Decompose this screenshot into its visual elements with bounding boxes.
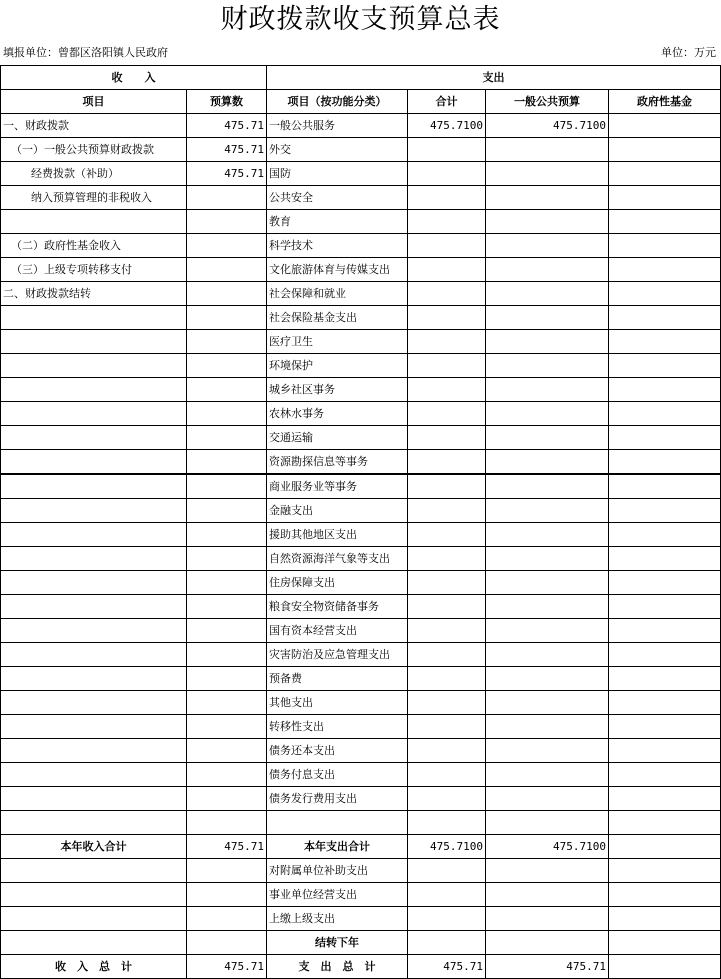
table-row — [1, 835, 721, 859]
income-budget-value — [187, 595, 267, 619]
income-item-label — [1, 378, 187, 402]
income-budget-value — [187, 763, 267, 787]
expense-total-value — [408, 595, 486, 619]
expense-general-value — [486, 787, 609, 811]
income-item-label — [1, 739, 187, 763]
currency-unit: 单位：万元 — [661, 46, 716, 59]
expense-grand-general-value: 475.71 — [486, 955, 609, 979]
expense-total-value — [408, 667, 486, 691]
expense-fund-value — [609, 330, 721, 354]
expense-fund-value — [609, 571, 721, 595]
expense-total-value — [408, 523, 486, 547]
expense-general-value — [486, 739, 609, 763]
expense-general-value — [486, 354, 609, 378]
expense-general-value — [486, 402, 609, 426]
income-item-label — [1, 474, 187, 499]
income-item-label: （三）上级专项转移支付 — [1, 258, 187, 282]
expense-item-label: 交通运输 — [267, 426, 408, 450]
table-row — [1, 258, 721, 282]
income-item-label — [1, 643, 187, 667]
table-row — [1, 883, 721, 907]
income-budget-value — [187, 787, 267, 811]
table-body — [1, 114, 721, 931]
expense-item-label: 对附属单位补助支出 — [267, 859, 408, 883]
table-row — [1, 474, 721, 499]
income-budget-value — [187, 450, 267, 475]
carry-over-label: 结转下年 — [267, 931, 408, 955]
income-budget-value — [187, 474, 267, 499]
expense-general-value — [486, 499, 609, 523]
income-budget-value — [187, 354, 267, 378]
table-row — [1, 402, 721, 426]
expense-item-label: 粮食安全物资储备事务 — [267, 595, 408, 619]
table-row — [1, 114, 721, 138]
expense-item-label: 国有资本经营支出 — [267, 619, 408, 643]
expense-fund-value — [609, 763, 721, 787]
expense-total-value — [408, 691, 486, 715]
expense-item-label: 国防 — [267, 162, 408, 186]
table-row — [1, 499, 721, 523]
income-item-label — [1, 499, 187, 523]
table-row — [1, 282, 721, 306]
income-item-label — [1, 571, 187, 595]
income-item-label — [1, 763, 187, 787]
reporting-unit: 填报单位：曾都区洛阳镇人民政府 — [3, 46, 168, 59]
income-budget-value — [187, 378, 267, 402]
expense-general-value — [486, 258, 609, 282]
expense-item-label: 援助其他地区支出 — [267, 523, 408, 547]
income-item-label: 本年收入合计 — [1, 835, 187, 859]
expense-item-label: 住房保障支出 — [267, 571, 408, 595]
col-header-item: 项目 — [1, 90, 187, 114]
expense-fund-value — [609, 258, 721, 282]
expense-item-label: 灾害防治及应急管理支出 — [267, 643, 408, 667]
expense-total-value — [408, 643, 486, 667]
expense-total-value — [408, 787, 486, 811]
expense-general-value — [486, 306, 609, 330]
col-header-gov-fund: 政府性基金 — [609, 90, 721, 114]
expense-general-value — [486, 547, 609, 571]
table-row — [1, 763, 721, 787]
income-item-label — [1, 715, 187, 739]
income-item-label — [1, 883, 187, 907]
table-row — [1, 691, 721, 715]
income-budget-value — [187, 186, 267, 210]
expense-item-label: 社会保障和就业 — [267, 282, 408, 306]
expense-total-value — [408, 859, 486, 883]
expense-total-value: 475.7100 — [408, 114, 486, 138]
expense-general-value — [486, 162, 609, 186]
table-row — [1, 787, 721, 811]
expense-total-value — [408, 138, 486, 162]
income-value-cell — [187, 931, 267, 955]
expense-general-value — [486, 859, 609, 883]
expense-fund-cell — [609, 931, 721, 955]
expense-item-label: 转移性支出 — [267, 715, 408, 739]
income-budget-value — [187, 330, 267, 354]
expense-fund-value — [609, 787, 721, 811]
expense-item-label: 债务发行费用支出 — [267, 787, 408, 811]
expense-item-label: 环境保护 — [267, 354, 408, 378]
expense-fund-value — [609, 114, 721, 138]
expense-general-value — [486, 763, 609, 787]
expense-item-label: 债务付息支出 — [267, 763, 408, 787]
income-item-label: 纳入预算管理的非税收入 — [1, 186, 187, 210]
expense-total-value — [408, 474, 486, 499]
expense-total-value — [408, 258, 486, 282]
column-header-row — [1, 90, 721, 114]
expense-fund-value — [609, 595, 721, 619]
income-item-label — [1, 907, 187, 931]
expense-fund-value — [609, 474, 721, 499]
expense-total-value — [408, 715, 486, 739]
expense-fund-value — [609, 186, 721, 210]
carry-over-row — [1, 931, 721, 955]
table-row — [1, 306, 721, 330]
income-item-label: （一）一般公共预算财政拨款 — [1, 138, 187, 162]
income-budget-value — [187, 547, 267, 571]
expense-fund-value — [609, 378, 721, 402]
income-budget-value — [187, 306, 267, 330]
income-item-label — [1, 306, 187, 330]
income-budget-value — [187, 282, 267, 306]
expense-fund-value — [609, 691, 721, 715]
income-item-label — [1, 595, 187, 619]
expense-total-value — [408, 282, 486, 306]
expense-item-label — [267, 811, 408, 835]
income-budget-value — [187, 715, 267, 739]
expense-fund-value — [609, 450, 721, 475]
income-item-label — [1, 619, 187, 643]
table-row — [1, 234, 721, 258]
table-row — [1, 811, 721, 835]
income-budget-value: 475.71 — [187, 114, 267, 138]
expense-total-value — [408, 763, 486, 787]
expense-fund-value — [609, 715, 721, 739]
income-budget-value — [187, 426, 267, 450]
table-row — [1, 378, 721, 402]
income-item-label: 二、财政拨款结转 — [1, 282, 187, 306]
grand-total-row — [1, 955, 721, 979]
expense-item-label: 上缴上级支出 — [267, 907, 408, 931]
table-row — [1, 667, 721, 691]
income-item-label — [1, 426, 187, 450]
table-row — [1, 547, 721, 571]
expense-item-label: 教育 — [267, 210, 408, 234]
income-grand-total-value: 475.71 — [187, 955, 267, 979]
expense-item-label: 文化旅游体育与传媒支出 — [267, 258, 408, 282]
table-row — [1, 595, 721, 619]
expense-general-value — [486, 378, 609, 402]
income-budget-value — [187, 571, 267, 595]
expense-total-value — [408, 378, 486, 402]
col-header-function: 项目（按功能分类） — [267, 90, 408, 114]
expense-general-value — [486, 643, 609, 667]
income-budget-value — [187, 499, 267, 523]
expense-item-label: 商业服务业等事务 — [267, 474, 408, 499]
expense-general-value — [486, 715, 609, 739]
report-title: 财政拨款收支预算总表 — [220, 4, 501, 35]
expense-item-label: 科学技术 — [267, 234, 408, 258]
expense-total-value — [408, 330, 486, 354]
expense-fund-value — [609, 859, 721, 883]
income-item-label — [1, 547, 187, 571]
table-row — [1, 138, 721, 162]
expense-total-value: 475.7100 — [408, 835, 486, 859]
income-item-label: （二）政府性基金收入 — [1, 234, 187, 258]
expense-general-value: 475.7100 — [486, 835, 609, 859]
expense-general-value — [486, 883, 609, 907]
table-row — [1, 907, 721, 931]
table-row — [1, 162, 721, 186]
expense-fund-value — [609, 619, 721, 643]
expense-total-value — [408, 619, 486, 643]
income-budget-value — [187, 667, 267, 691]
income-budget-value: 475.71 — [187, 162, 267, 186]
income-budget-value — [187, 883, 267, 907]
income-item-label — [1, 402, 187, 426]
income-label-cell — [1, 931, 187, 955]
expense-item-label: 金融支出 — [267, 499, 408, 523]
expense-general-value — [486, 450, 609, 475]
expense-total-value — [408, 426, 486, 450]
income-budget-value: 475.71 — [187, 138, 267, 162]
table-row — [1, 523, 721, 547]
expense-item-label: 债务还本支出 — [267, 739, 408, 763]
table-row — [1, 619, 721, 643]
expense-item-label: 城乡社区事务 — [267, 378, 408, 402]
expense-general-value — [486, 691, 609, 715]
expense-total-value — [408, 499, 486, 523]
expense-total-value — [408, 883, 486, 907]
expense-grand-total-label: 支 出 总 计 — [267, 955, 408, 979]
expense-item-label: 农林水事务 — [267, 402, 408, 426]
expense-general-value — [486, 595, 609, 619]
expense-total-value — [408, 162, 486, 186]
table-row — [1, 186, 721, 210]
expense-fund-value — [609, 547, 721, 571]
table-row — [1, 450, 721, 475]
expense-fund-value — [609, 162, 721, 186]
income-item-label — [1, 354, 187, 378]
col-header-total: 合计 — [408, 90, 486, 114]
expense-total-value — [408, 571, 486, 595]
expense-item-label: 社会保险基金支出 — [267, 306, 408, 330]
income-budget-value — [187, 523, 267, 547]
table-row — [1, 426, 721, 450]
expense-grand-fund-value — [609, 955, 721, 979]
expense-total-cell — [408, 931, 486, 955]
expense-general-value — [486, 907, 609, 931]
expense-general-value — [486, 426, 609, 450]
table-row — [1, 859, 721, 883]
expense-general-value: 475.7100 — [486, 114, 609, 138]
expense-item-label: 其他支出 — [267, 691, 408, 715]
income-budget-value — [187, 739, 267, 763]
expense-fund-value — [609, 138, 721, 162]
income-item-label — [1, 667, 187, 691]
expense-total-value — [408, 402, 486, 426]
table-row — [1, 715, 721, 739]
expense-fund-value — [609, 667, 721, 691]
expense-total-value — [408, 547, 486, 571]
expense-total-value — [408, 450, 486, 475]
table-row — [1, 210, 721, 234]
expense-item-label: 外交 — [267, 138, 408, 162]
table-row — [1, 354, 721, 378]
expense-general-value — [486, 811, 609, 835]
expense-grand-total-value: 475.71 — [408, 955, 486, 979]
income-item-label — [1, 811, 187, 835]
income-budget-value — [187, 258, 267, 282]
expense-fund-value — [609, 282, 721, 306]
expense-fund-value — [609, 883, 721, 907]
income-budget-value — [187, 402, 267, 426]
table-row — [1, 571, 721, 595]
expense-general-value — [486, 138, 609, 162]
income-item-label — [1, 787, 187, 811]
income-item-label — [1, 691, 187, 715]
income-item-label — [1, 210, 187, 234]
income-budget-value — [187, 811, 267, 835]
expense-general-value — [486, 571, 609, 595]
expense-general-value — [486, 523, 609, 547]
income-budget-value — [187, 691, 267, 715]
expense-fund-value — [609, 210, 721, 234]
expense-item-label: 本年支出合计 — [267, 835, 408, 859]
expense-general-value — [486, 234, 609, 258]
income-budget-value — [187, 210, 267, 234]
expense-section-header: 支出 — [267, 66, 721, 90]
expense-general-value — [486, 186, 609, 210]
income-section-header: 收 入 — [1, 66, 267, 90]
expense-item-label: 事业单位经营支出 — [267, 883, 408, 907]
col-header-general-budget: 一般公共预算 — [486, 90, 609, 114]
expense-fund-value — [609, 523, 721, 547]
expense-general-cell — [486, 931, 609, 955]
expense-fund-value — [609, 739, 721, 763]
expense-item-label: 公共安全 — [267, 186, 408, 210]
expense-item-label: 一般公共服务 — [267, 114, 408, 138]
expense-fund-value — [609, 643, 721, 667]
expense-total-value — [408, 234, 486, 258]
income-budget-value — [187, 619, 267, 643]
expense-general-value — [486, 667, 609, 691]
col-header-budget: 预算数 — [187, 90, 267, 114]
expense-fund-value — [609, 426, 721, 450]
table-row — [1, 739, 721, 763]
expense-item-label: 医疗卫生 — [267, 330, 408, 354]
expense-total-value — [408, 907, 486, 931]
income-budget-value — [187, 234, 267, 258]
income-budget-value — [187, 859, 267, 883]
expense-total-value — [408, 739, 486, 763]
income-item-label — [1, 523, 187, 547]
expense-fund-value — [609, 907, 721, 931]
expense-general-value — [486, 210, 609, 234]
expense-fund-value — [609, 402, 721, 426]
expense-fund-value — [609, 306, 721, 330]
table-row — [1, 643, 721, 667]
income-item-label — [1, 859, 187, 883]
expense-general-value — [486, 330, 609, 354]
expense-total-value — [408, 354, 486, 378]
expense-general-value — [486, 619, 609, 643]
expense-general-value — [486, 474, 609, 499]
budget-table — [0, 65, 721, 979]
table-row — [1, 330, 721, 354]
expense-general-value — [486, 282, 609, 306]
income-item-label: 经费拨款（补助） — [1, 162, 187, 186]
expense-total-value — [408, 811, 486, 835]
expense-total-value — [408, 186, 486, 210]
income-budget-value — [187, 643, 267, 667]
income-item-label — [1, 330, 187, 354]
income-budget-value — [187, 907, 267, 931]
expense-total-value — [408, 210, 486, 234]
expense-fund-value — [609, 354, 721, 378]
expense-fund-value — [609, 811, 721, 835]
expense-item-label: 预备费 — [267, 667, 408, 691]
income-item-label: 一、财政拨款 — [1, 114, 187, 138]
section-header-row — [1, 66, 721, 90]
income-budget-value: 475.71 — [187, 835, 267, 859]
expense-fund-value — [609, 234, 721, 258]
expense-item-label: 资源勘探信息等事务 — [267, 450, 408, 475]
expense-fund-value — [609, 499, 721, 523]
income-item-label — [1, 450, 187, 475]
expense-item-label: 自然资源海洋气象等支出 — [267, 547, 408, 571]
expense-total-value — [408, 306, 486, 330]
income-grand-total-label: 收 入 总 计 — [1, 955, 187, 979]
expense-fund-value — [609, 835, 721, 859]
